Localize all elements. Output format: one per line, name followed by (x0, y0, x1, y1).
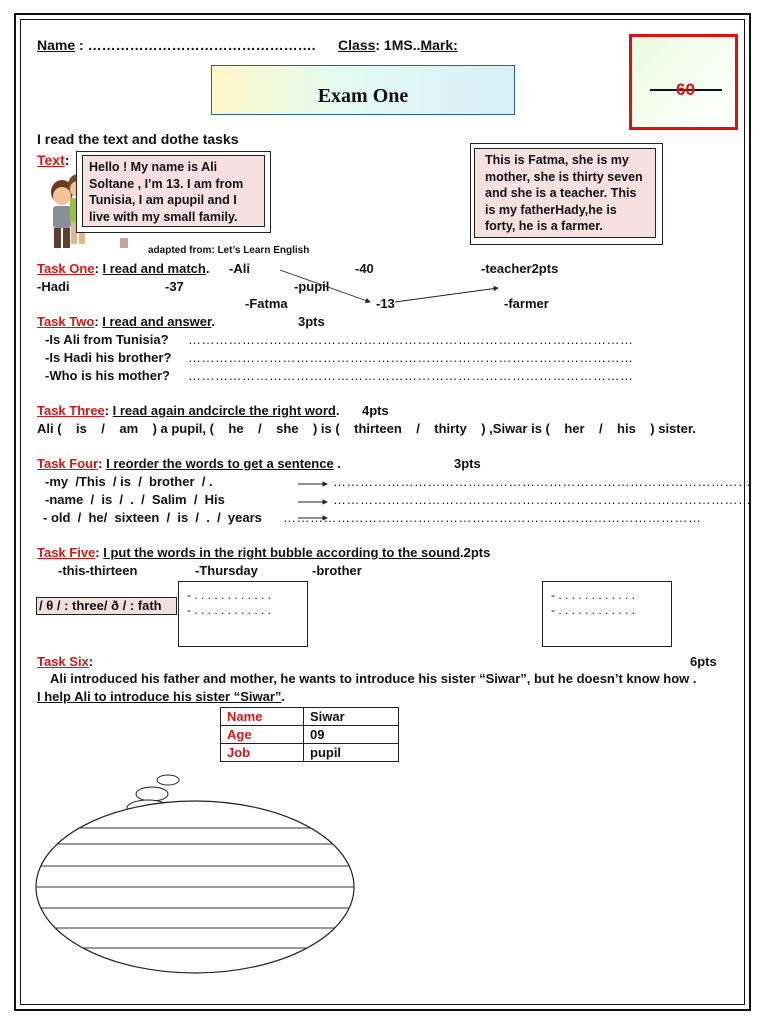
thought-bubble-writing-area[interactable] (30, 770, 370, 980)
word-this-thirteen: -this-thirteen (58, 563, 138, 578)
table-value: pupil (304, 744, 399, 762)
task-six-points: 6pts (690, 654, 717, 669)
name-dots[interactable]: : …………………………………………. (75, 37, 316, 53)
task-four-points: 3pts (454, 456, 481, 471)
text-label: Text (37, 152, 65, 168)
match-arrows (270, 262, 510, 312)
answer-line-2[interactable]: ……………………………………………………………………………………… (188, 350, 634, 365)
reorder-item-3: - old / he/ sixteen / is / . / years (43, 510, 262, 525)
fatma-speech-bubble: This is Fatma, she is my mother, she is thirty seven and she is a teacher. This is my fatherHady,he is forty, he is a farmer. (474, 148, 656, 238)
intro-instruction: I read the text and dothe tasks (37, 131, 239, 147)
siwar-info-table (220, 707, 399, 762)
score-box (629, 34, 738, 130)
task-three-heading: Task Three: I read again andcircle the right word. (37, 403, 340, 418)
class-label: Class (338, 37, 376, 53)
ali-speech-bubble: Hello ! My name is Ali Soltane , I’m 13. I am from Tunisia, I am apupil and I live with my small family. (82, 155, 265, 227)
match-item-13[interactable]: -13 (376, 296, 395, 311)
table-row (221, 708, 399, 726)
task-one-points: 2pts (531, 261, 559, 276)
circle-sentence[interactable]: Ali ( is / am ) a pupil, ( he / she ) is ( thirteen / thirty ) ,Siwar is ( her / his ) sister. (37, 421, 696, 436)
name-label: Name (37, 37, 76, 53)
question-2: -Is Hadi his brother? (45, 350, 172, 365)
task-one-instruction: I read and match (102, 261, 206, 276)
task-five-label: Task Five (37, 545, 96, 560)
class-value: : 1MS.. (375, 37, 421, 53)
table-value: Siwar (304, 708, 399, 726)
word-thursday: -Thursday (195, 563, 258, 578)
task-two-points: 3pts (298, 314, 325, 329)
class-line (338, 37, 458, 53)
match-item-ali[interactable]: -Ali (229, 261, 250, 276)
answer-line-1[interactable]: ……………………………………………………………………………………… (188, 332, 634, 347)
task-six-instruction-line: I help Ali to introduce his sister “Siwar”. (37, 689, 286, 704)
question-3: -Who is his mother? (45, 368, 170, 383)
task-five-heading: Task Five: I put the words in the right bubble according to the sound.2pts (37, 545, 491, 560)
reorder-item-1: -my /This / is / brother / . (45, 474, 213, 489)
table-key: Name (221, 708, 304, 726)
task-one-label: Task One (37, 261, 95, 276)
reorder-answer-1[interactable]: ………………………………………………………………………………… (333, 474, 752, 489)
match-item-fatma[interactable]: -Fatma (245, 296, 288, 311)
task-four-label: Task Four (37, 456, 99, 471)
table-row (221, 744, 399, 762)
table-key: Age (221, 726, 304, 744)
table-value: 09 (304, 726, 399, 744)
exam-title: Exam One (317, 84, 409, 107)
sound-answer-box-2[interactable]: - . . . . . . . . . . . . - . . . . . . . . . . . . (542, 581, 672, 647)
match-item-37[interactable]: -37 (165, 279, 184, 294)
answer-line-3[interactable]: ……………………………………………………………………………………… (188, 368, 634, 383)
name-line (37, 37, 315, 53)
task-three-label: Task Three (37, 403, 105, 418)
match-item-40[interactable]: -40 (355, 261, 374, 276)
task-four-instruction: I reorder the words to get a sentence (106, 456, 334, 471)
task-two-label: Task Two (37, 314, 95, 329)
table-row (221, 726, 399, 744)
mark-label: Mark: (420, 37, 458, 53)
table-key: Job (221, 744, 304, 762)
match-item-farmer[interactable]: -farmer (504, 296, 549, 311)
task-six-instruction: I help Ali to introduce his sister “Siwar” (37, 689, 282, 704)
reorder-answer-2[interactable]: ………………………………………………………………………………… (333, 492, 752, 507)
task-five-instruction: I put the words in the right bubble according to the sound (103, 545, 461, 560)
match-item-hadi[interactable]: -Hadi (37, 279, 70, 294)
task-three-instruction: I read again andcircle the right word (112, 403, 336, 418)
question-1: -Is Ali from Tunisia? (45, 332, 169, 347)
task-two-instruction: I read and answer (102, 314, 212, 329)
match-item-pupil[interactable]: -pupil (294, 279, 330, 294)
score-total: 60 (676, 80, 695, 99)
task-two-heading: Task Two: I read and answer. (37, 314, 215, 329)
reorder-answer-3[interactable]: ………………………………………………………………………………… (283, 510, 702, 525)
task-six-prompt: Ali introduced his father and mother, he wants to introduce his sister “Siwar”, but he doesn’t know how . (50, 671, 697, 686)
reorder-item-2: -name / is / . / Salim / His (45, 492, 225, 507)
match-item-teacher[interactable]: -teacher (481, 261, 532, 276)
text-label-wrap: Text: (37, 152, 70, 168)
task-four-heading: Task Four: I reorder the words to get a sentence . (37, 456, 341, 471)
task-six-heading: Task Six: (37, 654, 94, 669)
sound-answer-box-1[interactable]: - . . . . . . . . . . . . - . . . . . . . . . . . . (178, 581, 308, 647)
task-five-points: 2pts (463, 545, 491, 560)
task-one-heading: Task One: I read and match. (37, 261, 210, 276)
exam-title-box (211, 65, 515, 115)
task-six-label: Task Six (37, 654, 89, 669)
source-note: adapted from: Let’s Learn English (148, 245, 310, 256)
task-three-points: 4pts (362, 403, 389, 418)
sound-bubble-label: / θ / : three/ ð / : fath (36, 597, 177, 615)
word-brother: -brother (312, 563, 362, 578)
